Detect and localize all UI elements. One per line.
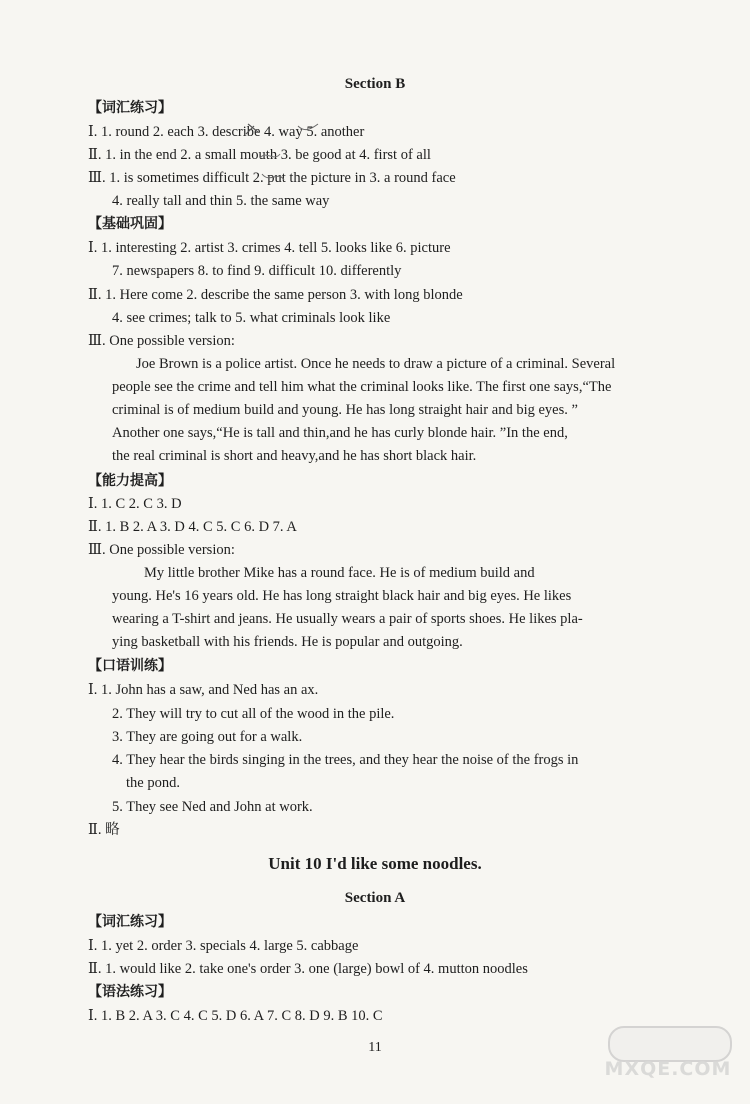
answer-line: Ⅰ. 1. interesting 2. artist 3. crimes 4. tell 5. looks like 6. picture bbox=[88, 240, 451, 256]
answer-line: Ⅲ. 1. is sometimes difficult 2. put the picture in 3. a round face bbox=[88, 170, 456, 186]
answer-line: Ⅱ. 1. B 2. A 3. D 4. C 5. C 6. D 7. A bbox=[88, 519, 297, 535]
watermark-badge-icon bbox=[608, 1026, 732, 1062]
answer-line: Ⅰ. 1. C 2. C 3. D bbox=[88, 496, 182, 512]
passage-line: criminal is of medium build and young. He has long straight hair and big eyes. ” bbox=[112, 402, 578, 418]
answer-line: 4. really tall and thin 5. the same way bbox=[112, 193, 330, 209]
passage-line: Joe Brown is a police artist. Once he needs to draw a picture of a criminal. Several bbox=[136, 356, 616, 372]
answer-line: 3. They are going out for a walk. bbox=[112, 729, 303, 745]
watermark-text: MXQE.COM bbox=[604, 1058, 732, 1080]
answer-line: 7. newspapers 8. to find 9. difficult 10. differently bbox=[112, 263, 402, 279]
oral-training-label: 【口语训练】 bbox=[88, 658, 172, 674]
answer-line: Ⅱ. 1. Here come 2. describe the same person 3. with long blonde bbox=[88, 287, 463, 303]
basic-consolidation-label: 【基础巩固】 bbox=[88, 216, 172, 232]
passage-line: the real criminal is short and heavy,and he has short black hair. bbox=[112, 448, 477, 464]
page-number: 11 bbox=[368, 1040, 382, 1055]
answer-line: Ⅱ. 1. in the end 2. a small mouth 3. be good at 4. first of all bbox=[88, 147, 431, 163]
unit-title: Unit 10 I'd like some noodles. bbox=[268, 854, 482, 873]
passage-line: young. He's 16 years old. He has long straight black hair and big eyes. He likes bbox=[112, 588, 572, 604]
answer-line: Ⅰ. 1. John has a saw, and Ned has an ax. bbox=[88, 682, 319, 698]
vocab-practice-label: 【词汇练习】 bbox=[88, 914, 172, 930]
answer-line: Ⅱ. 1. would like 2. take one's order 3. one (large) bowl of 4. mutton noodles bbox=[88, 961, 528, 977]
vocab-practice-label: 【词汇练习】 bbox=[88, 100, 172, 116]
answer-line: Ⅱ. 略 bbox=[88, 822, 120, 838]
pencil-mark bbox=[240, 118, 330, 188]
passage-line: My little brother Mike has a round face. He is of medium build and bbox=[144, 565, 535, 581]
passage-line: wearing a T-shirt and jeans. He usually wears a pair of sports shoes. He likes pla- bbox=[112, 611, 583, 627]
grammar-practice-label: 【语法练习】 bbox=[88, 984, 172, 1000]
answer-line: Ⅲ. One possible version: bbox=[88, 542, 235, 558]
answer-line: Ⅰ. 1. B 2. A 3. C 4. C 5. D 6. A 7. C 8. D 9. B 10. C bbox=[88, 1008, 383, 1024]
answer-line: 5. They see Ned and John at work. bbox=[112, 799, 313, 815]
answer-line: 4. see crimes; talk to 5. what criminals look like bbox=[112, 310, 391, 326]
section-b-title: Section B bbox=[344, 76, 406, 92]
answer-line: Ⅰ. 1. yet 2. order 3. specials 4. large 5. cabbage bbox=[88, 938, 359, 954]
ability-improvement-label: 【能力提高】 bbox=[88, 473, 172, 489]
answer-line: Ⅲ. One possible version: bbox=[88, 333, 235, 349]
passage-line: Another one says,“He is tall and thin,and he has curly blonde hair. ”In the end, bbox=[112, 425, 568, 441]
watermark-logo bbox=[604, 1026, 732, 1082]
answer-line: the pond. bbox=[126, 775, 180, 791]
section-a-title: Section A bbox=[344, 890, 406, 906]
answer-line: 4. They hear the birds singing in the trees, and they hear the noise of the frogs in bbox=[112, 752, 579, 768]
answer-line: 2. They will try to cut all of the wood in the pile. bbox=[112, 706, 395, 722]
passage-line: people see the crime and tell him what the criminal looks like. The first one says,“The bbox=[112, 379, 612, 395]
answer-line: Ⅰ. 1. round 2. each 3. describe 4. way 5. another bbox=[88, 124, 365, 140]
passage-line: ying basketball with his friends. He is popular and outgoing. bbox=[112, 634, 463, 650]
